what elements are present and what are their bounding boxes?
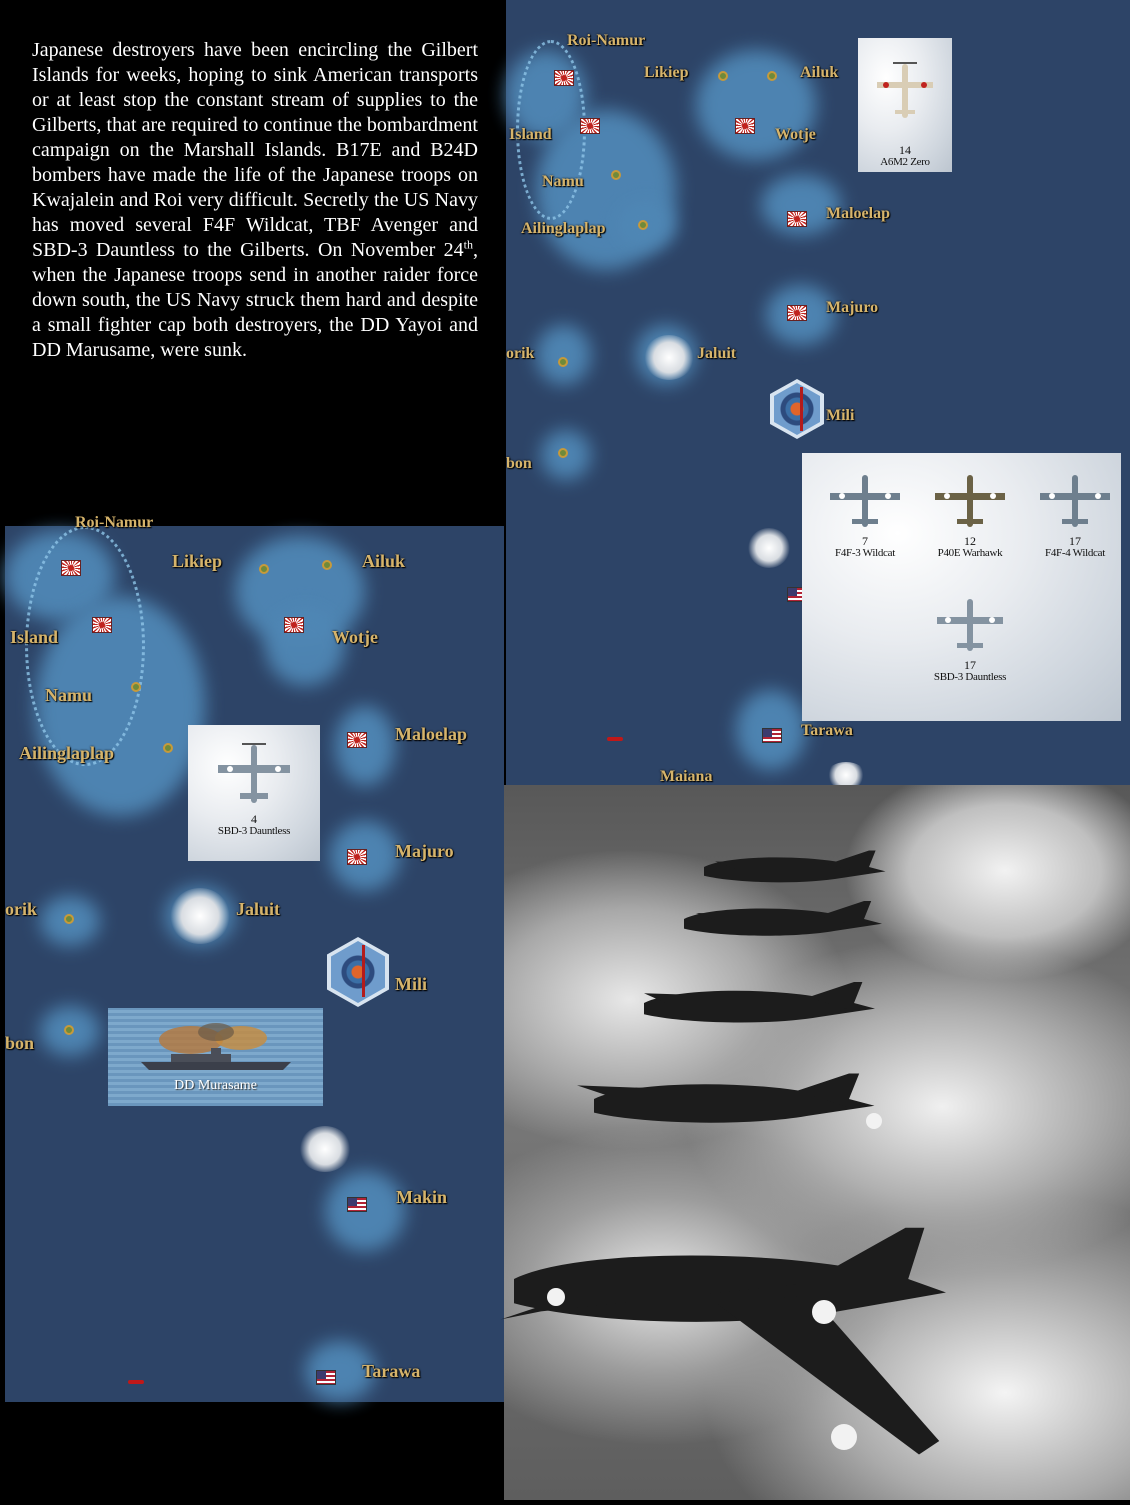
island-label-maloelap: Maloelap [826, 205, 890, 222]
air-combat-cloud-icon [644, 335, 694, 380]
friendly-unit-1-name: F4F-3 Wildcat [835, 547, 895, 559]
japanese-base-icon[interactable] [347, 849, 367, 865]
japanese-base-icon[interactable] [347, 732, 367, 748]
us-base-icon[interactable] [347, 1197, 367, 1212]
sunk-ship-name: DD Murasame [174, 1078, 257, 1093]
friendly-unit-3-name: F4F-4 Wildcat [1045, 547, 1105, 559]
friendly-unit-4-name: SBD-3 Dauntless [933, 671, 1007, 683]
us-base-icon[interactable] [316, 1370, 336, 1385]
island-label-majuro: Majuro [826, 299, 879, 316]
atoll-icon [259, 564, 269, 574]
japanese-base-icon[interactable] [787, 305, 807, 321]
friendly-unit-1[interactable] [810, 471, 920, 559]
map-bottom[interactable] [5, 514, 504, 1402]
japanese-base-icon[interactable] [554, 70, 574, 86]
japanese-base-icon[interactable] [61, 560, 81, 576]
island-label-makin: Makin [396, 1187, 448, 1207]
air-combat-cloud-icon [299, 1126, 351, 1172]
atoll-icon [322, 560, 332, 570]
dauntless-bomber-icon [933, 595, 1007, 655]
story-text-part-2: , when the Japanese troops send in another raider force down south, the US Navy struck them hard and despite a small fighter cap both destroyers, the DD Yayoi and DD Marusame, were sunk. [32, 239, 478, 361]
island-label-roi-namur: Roi-Namur [567, 32, 646, 49]
island-label-ailuk: Ailuk [800, 64, 839, 81]
atoll-icon [163, 743, 173, 753]
atoll-icon [611, 170, 621, 180]
island-label-likiep: Likiep [644, 64, 689, 81]
japanese-base-icon[interactable] [580, 118, 600, 134]
air-combat-cloud-icon [748, 528, 790, 568]
japanese-base-icon[interactable] [735, 118, 755, 134]
friendly-unit-4-count: 17 [964, 658, 976, 672]
japanese-base-icon[interactable] [284, 617, 304, 633]
island-label-mili: Mili [826, 407, 855, 424]
friendly-unit-4[interactable] [915, 595, 1025, 683]
japanese-base-icon[interactable] [92, 617, 112, 633]
friendly-air-units-card[interactable] [802, 453, 1121, 721]
sunk-ship-card[interactable] [108, 1008, 323, 1106]
island-label-jaluit: Jaluit [236, 899, 281, 919]
ship-marker-icon[interactable] [128, 1380, 144, 1384]
atoll-icon [64, 914, 74, 924]
story-text-part-1: Japanese destroyers have been encircling the Gilbert Islands for weeks, hoping to sink American transports or at least stop the constant stream of supplies to the Gilberts, that are required to continue the bombardment campaign on the Marshall Islands. B17E and B24D bombers have made the life of the Japanese troops on Kwajalein and Roi very difficult. Secretly the US Navy has moved several F4F Wildcat, TBF Avenger and SBD-3 Dauntless to the Gilberts. On November 24 [32, 39, 478, 261]
story-text [32, 38, 478, 363]
island-label-orik: orik [5, 899, 38, 919]
island-label-tarawa: Tarawa [801, 722, 853, 739]
japanese-base-icon[interactable] [787, 211, 807, 227]
enemy-air-unit-card[interactable] [858, 38, 952, 172]
warhawk-fighter-icon [933, 471, 1007, 531]
story-text-superscript: th [463, 237, 473, 252]
air-combat-cloud-icon [170, 888, 230, 944]
friendly-unit-3-count: 17 [1069, 534, 1081, 548]
strike-unit-count: 4 [251, 812, 257, 826]
island-label-wotje: Wotje [775, 126, 816, 143]
friendly-unit-2[interactable] [915, 471, 1025, 559]
friendly-unit-2-name: P40E Warhawk [937, 547, 1003, 559]
wildcat-fighter-icon [1038, 471, 1112, 531]
island-label-jaluit: Jaluit [697, 345, 737, 362]
island-label-likiep: Likiep [172, 551, 223, 571]
atoll-icon [718, 71, 728, 81]
dauntless-bomber-icon [214, 741, 294, 807]
burning-destroyer-icon [131, 1018, 301, 1078]
island-label-island: Island [10, 627, 59, 647]
island-label-orik: orik [506, 345, 535, 362]
island-label-majuro: Majuro [395, 841, 454, 861]
airbase-hex-icon[interactable] [770, 379, 824, 439]
wildcat-fighter-icon [828, 471, 902, 531]
island-label-bon: bon [5, 1033, 35, 1053]
airbase-hex-icon[interactable] [327, 937, 389, 1007]
friendly-unit-1-count: 7 [862, 534, 868, 548]
island-label-maiana: Maiana [660, 768, 713, 785]
ship-marker-icon[interactable] [607, 737, 623, 741]
atoll-icon [64, 1025, 74, 1035]
avenger-formation-photo [504, 785, 1130, 1500]
strike-air-unit-card[interactable] [188, 725, 320, 861]
enemy-unit-count: 14 [899, 143, 911, 157]
island-label-wotje: Wotje [332, 627, 378, 647]
island-label-roi-namur: Roi-Namur [75, 514, 154, 531]
atoll-icon [767, 71, 777, 81]
avenger-aircraft-silhouettes [504, 785, 1130, 1500]
atoll-icon [558, 357, 568, 367]
us-base-icon[interactable] [762, 728, 782, 743]
strike-unit-name: SBD-3 Dauntless [217, 825, 291, 837]
friendly-unit-3[interactable] [1020, 471, 1130, 559]
story-panel [0, 0, 506, 526]
atoll-icon [131, 682, 141, 692]
island-label-namu: Namu [45, 685, 93, 705]
island-label-bon: bon [506, 455, 532, 472]
enemy-unit-name: A6M2 Zero [880, 156, 930, 168]
island-label-namu: Namu [542, 173, 584, 190]
island-label-ailuk: Ailuk [362, 551, 406, 571]
atoll-icon [638, 220, 648, 230]
island-label-tarawa: Tarawa [362, 1361, 421, 1381]
island-label-ailinglaplap: Ailinglaplap [19, 743, 115, 763]
island-label-mili: Mili [395, 974, 427, 994]
island-label-island: Island [509, 126, 552, 143]
friendly-unit-2-count: 12 [964, 534, 976, 548]
atoll-icon [558, 448, 568, 458]
zero-fighter-icon [875, 60, 935, 122]
island-label-ailinglaplap: Ailinglaplap [521, 220, 606, 237]
island-label-maloelap: Maloelap [395, 724, 467, 744]
map-top[interactable] [506, 0, 1130, 785]
